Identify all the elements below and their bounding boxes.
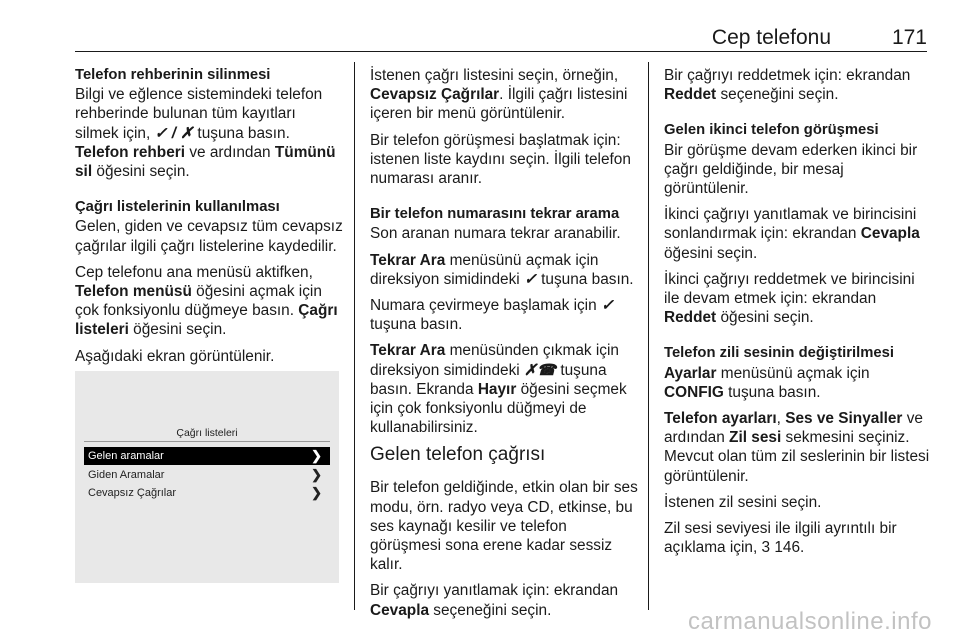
paragraph <box>370 581 638 619</box>
list-item <box>84 466 330 484</box>
menu-term: Ses ve Sinyaller <box>785 410 903 428</box>
text: seçeneğini seçin. <box>716 86 839 104</box>
text: menüsünden çıkmak için direksiyon simidindeki <box>370 342 619 379</box>
paragraph: İstenen zil sesini seçin. <box>664 493 822 511</box>
text: Numara çevirmeye başlamak için <box>370 297 601 315</box>
text: . İlgili çağrı listesini içeren bir menü görüntülenir. <box>370 86 628 123</box>
paragraph <box>664 205 932 263</box>
display-illustration <box>75 371 339 583</box>
page-number: 171 <box>891 26 927 49</box>
list-item-label: Giden Aramalar <box>88 469 165 481</box>
text: Bir çağrıyı yanıtlamak için: ekrandan <box>370 582 619 600</box>
menu-term: Telefon menüsü <box>75 283 192 301</box>
header-rule <box>75 51 927 52</box>
text: tuşuna basın. <box>723 383 821 401</box>
text: öğesini seçin. <box>92 163 190 181</box>
text: Zil sesi seviyesi ile ilgili ayrıntılı bir açıklama için, <box>664 520 897 557</box>
call-key-icon: ✓ <box>600 297 614 315</box>
chevron-right-icon: ❯ <box>311 467 322 482</box>
menu-term: Cevapsız Çağrılar <box>370 86 500 104</box>
text: öğesini seçmek için çok fonksiyonlu düğmeyi de kullanabilirsiniz. <box>370 380 627 437</box>
paragraph <box>664 66 932 104</box>
column-divider <box>648 62 649 610</box>
paragraph: Aşağıdaki ekran görüntülenir. <box>75 347 275 365</box>
menu-term: Telefon rehberi <box>75 143 186 161</box>
text: Cep telefonu ana menüsü aktifken, <box>75 263 313 281</box>
paragraph <box>75 85 343 181</box>
menu-term: Tümünü sil <box>75 143 336 181</box>
text: Bilgi ve eğlence sistemindeki telefon rehberinde bulunan tüm kayıtları silmek için, <box>75 86 323 142</box>
text: tuşuna basın. <box>536 270 634 288</box>
watermark: carmanualsonline.info <box>688 608 932 635</box>
text: İstenen çağrı listesini seçin, örneğin, <box>370 67 619 84</box>
paragraph: Bir telefon görüşmesi başlatmak için: istenen liste kaydını seçin. İlgili telefon numarası aranır. <box>370 131 631 188</box>
menu-term: Çağrı listeleri <box>75 302 338 339</box>
chevron-right-icon: ❯ <box>311 448 322 463</box>
text: öğesini seçin. <box>128 321 227 339</box>
section-heading: Bir telefon numarasını tekrar arama <box>370 206 620 223</box>
menu-term: Reddet <box>664 309 717 327</box>
paragraph: Bir görüşme devam ederken ikinci bir çağrı geldiğinde, bir mesaj görüntülenir. <box>664 141 918 198</box>
text: öğesini açmak için çok fonksiyonlu düğmeye basın. <box>75 283 322 320</box>
paragraph <box>370 296 638 334</box>
text: ve ardından <box>664 410 923 447</box>
text: öğesini seçin. <box>664 244 758 262</box>
menu-term: Reddet <box>664 86 717 104</box>
paragraph <box>664 364 932 402</box>
menu-term: Cevapla <box>860 225 920 243</box>
column-1 <box>75 66 343 373</box>
text: seçeneğini seçin. <box>429 601 552 619</box>
paragraph: Bir telefon geldiğinde, etkin olan bir ses modu, örn. radyo veya CD, etkinse, bu ses kaynağı kesilir ve telefon görüşmesi sona erene kadar sessiz kalır. <box>370 479 638 574</box>
list-item-label: Gelen aramalar <box>88 450 164 462</box>
text: tuşuna basın. Ekranda <box>370 361 607 398</box>
paragraph <box>370 341 638 437</box>
section-heading: Çağrı listelerinin kullanılması <box>75 199 280 216</box>
section-heading: Gelen ikinci telefon görüşmesi <box>664 122 879 139</box>
text: ve ardından <box>185 143 275 161</box>
text: İkinci çağrıyı reddetmek ve birincisini ile devam etmek için: ekrandan <box>664 270 915 308</box>
section-heading: Telefon zili sesinin değiştirilmesi <box>664 345 894 362</box>
display-screen <box>84 427 330 527</box>
paragraph <box>664 270 932 328</box>
phone-keys-icon: ✓ / ✗ <box>154 124 194 142</box>
paragraph <box>370 251 638 289</box>
column-2 <box>370 66 638 627</box>
text: tuşuna basın. <box>370 316 463 334</box>
text: menüsünü açmak için direksiyon simidindeki <box>370 251 599 288</box>
page-header <box>75 26 927 52</box>
menu-term: Tekrar Ara <box>370 251 446 269</box>
paragraph <box>370 66 638 124</box>
header-title: Cep telefonu <box>711 26 831 49</box>
menu-term: Telefon ayarları <box>664 410 777 428</box>
chevron-right-icon: ❯ <box>311 485 322 500</box>
text: İkinci çağrıyı yanıtlamak ve birincisini sonlandırmak için: ekrandan <box>664 206 917 243</box>
section-title: Gelen telefon çağrısı <box>370 444 546 466</box>
mute-hangup-icon: ✗☎ <box>523 361 557 379</box>
text: menüsünü açmak için <box>716 364 870 382</box>
menu-term: Tekrar Ara <box>370 342 446 360</box>
section-heading: Telefon rehberinin silinmesi <box>75 67 271 83</box>
screen-divider <box>84 441 330 442</box>
menu-term: Hayır <box>477 380 517 398</box>
call-key-icon: ✓ <box>523 270 537 288</box>
paragraph: Son aranan numara tekrar aranabilir. <box>370 225 621 243</box>
text: , <box>776 410 786 428</box>
menu-term: Zil sesi <box>729 429 782 447</box>
paragraph: Gelen, giden ve cevapsız tüm cevapsız çağrılar ilgili çağrı listelerine kaydedilir. <box>75 218 343 255</box>
menu-term: Cevapla <box>370 601 430 619</box>
page-reference: 3 146. <box>761 539 805 557</box>
text: öğesini seçin. <box>716 309 814 327</box>
paragraph <box>75 263 343 340</box>
list-item-label: Cevapsız Çağrılar <box>88 487 177 499</box>
list-item <box>84 447 330 465</box>
text: tuşuna basın. <box>193 124 290 142</box>
menu-term: CONFIG <box>664 383 724 401</box>
text: Bir çağrıyı reddetmek için: ekrandan <box>664 67 911 84</box>
paragraph <box>664 409 932 486</box>
screen-title: Çağrı listeleri <box>176 427 238 439</box>
paragraph <box>664 519 932 557</box>
list-item <box>84 484 330 502</box>
column-divider <box>354 62 355 610</box>
column-3 <box>664 66 932 564</box>
text: sekmesini seçiniz. Mevcut olan tüm zil seslerinin bir listesi görüntülenir. <box>664 429 930 485</box>
menu-term: Ayarlar <box>664 364 717 382</box>
